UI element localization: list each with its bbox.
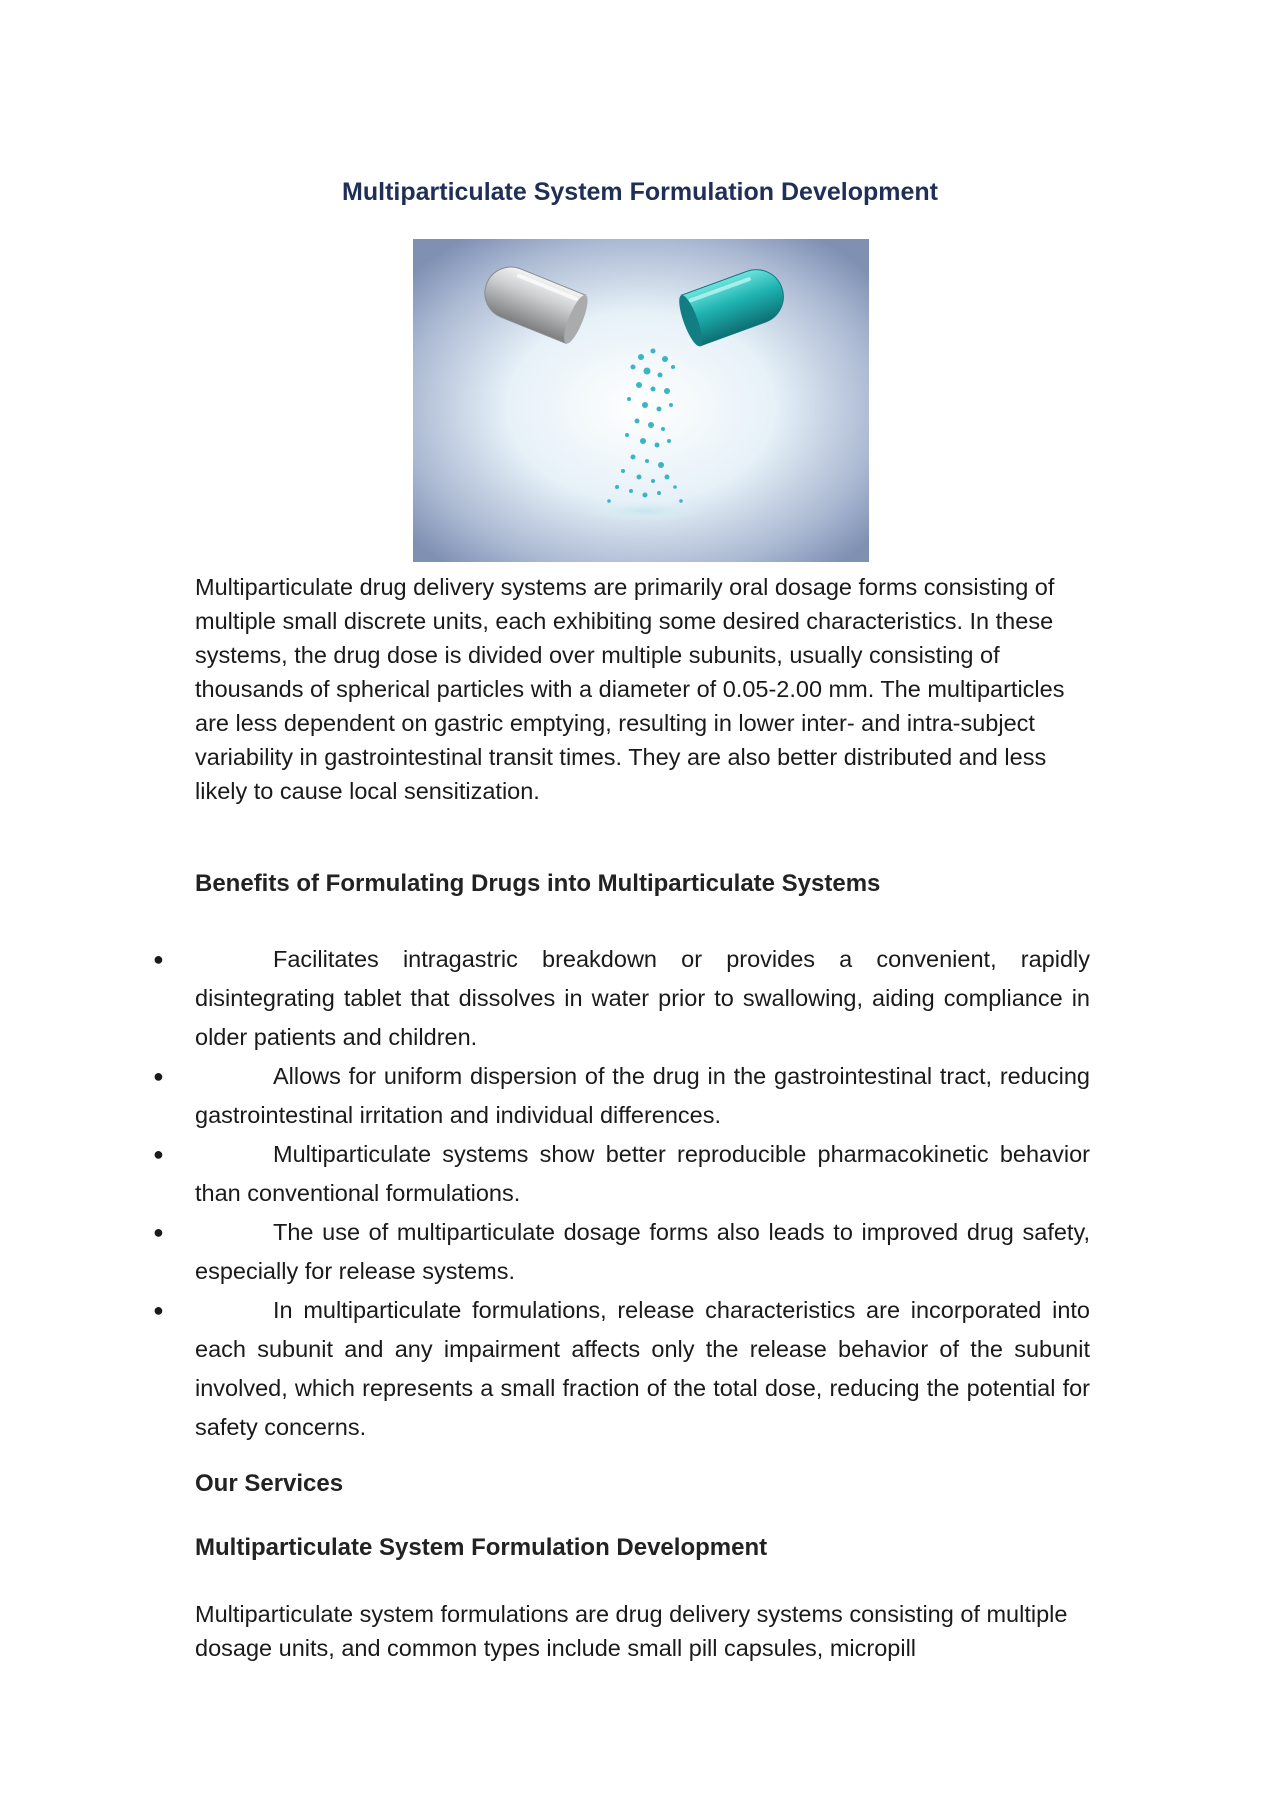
bullet-icon: ● bbox=[153, 1144, 164, 1164]
list-item bbox=[153, 940, 1090, 1057]
bullet-icon: ● bbox=[153, 1222, 164, 1242]
services-paragraph: Multiparticulate system formulations are drug delivery systems consisting of multiple dosage units, and common types include small pill capsules, micropill bbox=[195, 1601, 1068, 1661]
services-heading: Our Services bbox=[195, 1470, 344, 1497]
capsule-particles-image bbox=[413, 239, 869, 562]
list-item bbox=[153, 1291, 1090, 1447]
benefit-text: The use of multiparticulate dosage forms also leads to improved drug safety, especially for release systems. bbox=[195, 1219, 1090, 1284]
list-item bbox=[153, 1135, 1090, 1213]
bullet-icon: ● bbox=[153, 1300, 164, 1320]
benefit-text: Allows for uniform dispersion of the drug in the gastrointestinal tract, reducing gastrointestinal irritation and individual differences. bbox=[195, 1063, 1090, 1128]
intro-paragraph: Multiparticulate drug delivery systems are primarily oral dosage forms consisting of multiple small discrete units, each exhibiting some desired characteristics. In these systems, the drug dose is divided over multiple subunits, usually consisting of thousands of spherical particles with a diameter of 0.05-2.00 mm. The multiparticles are less dependent on gastric emptying, resulting in lower inter- and intra-subject variability in gastrointestinal transit times. They are also better distributed and less likely to cause local sensitization. bbox=[195, 574, 1065, 804]
services-subheading: Multiparticulate System Formulation Development bbox=[195, 1534, 768, 1561]
capsule-illustration bbox=[413, 239, 869, 562]
benefit-text: Multiparticulate systems show better reproducible pharmacokinetic behavior than conventional formulations. bbox=[195, 1141, 1090, 1206]
benefit-text: In multiparticulate formulations, release characteristics are incorporated into each subunit and any impairment affects only the release behavior of the subunit involved, which represents a small fraction of the total dose, reducing the potential for safety concerns. bbox=[195, 1297, 1090, 1440]
particle-pool bbox=[583, 501, 707, 521]
bullet-icon: ● bbox=[153, 1066, 164, 1086]
benefit-text: Facilitates intragastric breakdown or provides a convenient, rapidly disintegrating tablet that dissolves in water prior to swallowing, aiding compliance in older patients and children. bbox=[195, 946, 1090, 1050]
page-title: Multiparticulate System Formulation Development bbox=[342, 178, 938, 206]
benefits-list bbox=[153, 940, 1090, 1447]
list-item bbox=[153, 1213, 1090, 1291]
benefits-heading: Benefits of Formulating Drugs into Multiparticulate Systems bbox=[195, 870, 881, 897]
list-item bbox=[153, 1057, 1090, 1135]
bullet-icon: ● bbox=[153, 949, 164, 969]
